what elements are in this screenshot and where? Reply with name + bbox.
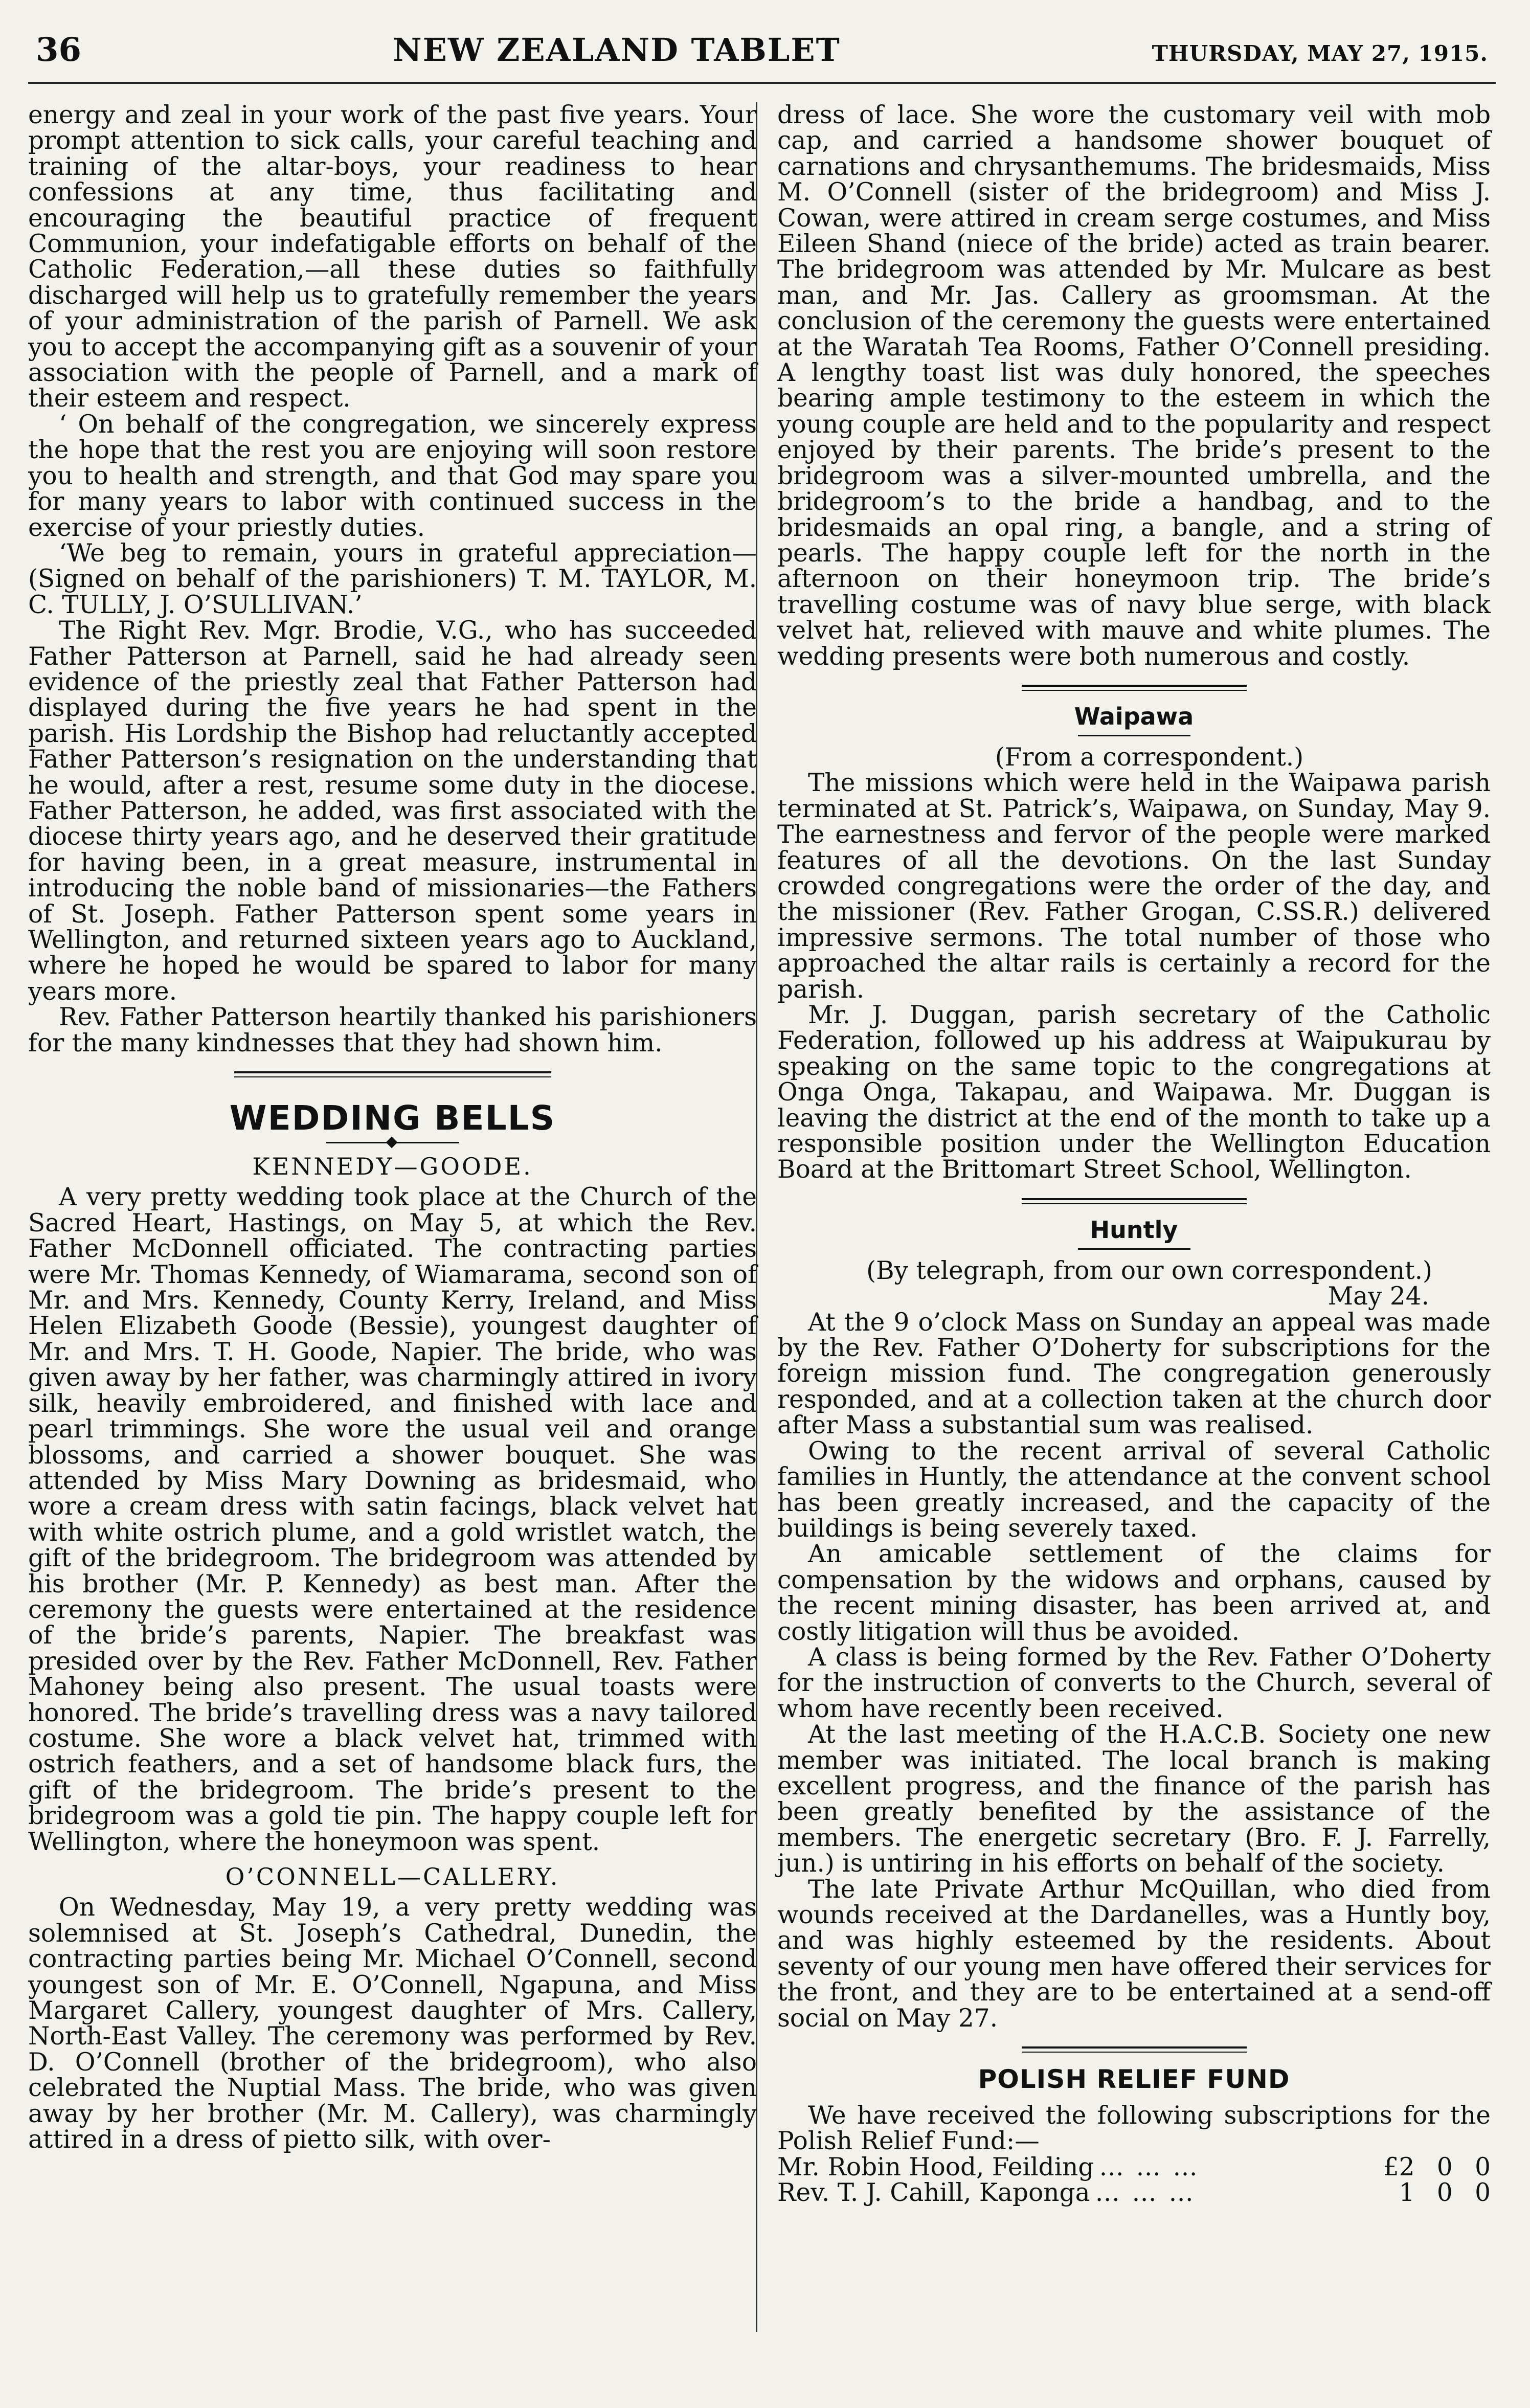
masthead: NEW ZEALAND TABLET [393, 31, 841, 69]
wedding-bells-heading: WEDDING BELLS [229, 1098, 556, 1138]
paragraph: The missions which were held in the Waipawa parish terminated at St. Patrick’s, Waipawa, on Sunday, May 9. The earnestness and fervor of the people were marked features of all the devotions. On the last Sunday crowded congregations were the order of the day, and the missioner (Rev. Father Grogan, C.SS.R.) delivered impressive sermons. The total number of those who approached the altar rails is certainly a record for the parish. [777, 769, 1491, 1004]
signatories: T. M. TAYLOR, M. C. TULLY, J. O’SULLIVAN.’ [28, 565, 757, 619]
correspondent-credit: (From a correspondent.) [995, 742, 1304, 772]
paragraph: We have received the following subscriptions for the Polish Relief Fund:— [777, 2101, 1491, 2156]
dateline: May 24. [1328, 1282, 1429, 1311]
section-rule [1022, 685, 1247, 691]
paragraph: The late Private Arthur McQuillan, who died from wounds received at the Dardanelles, was a Huntly boy, and was highly esteemed by the residents. About seventy of our young men have offered their services for the front, and they are to be entertained at a send-off social on May 27. [777, 1875, 1491, 2033]
leader-dots: … … … [1099, 2154, 1200, 2180]
subscription-row [777, 2180, 1491, 2206]
ornament-rule [326, 1142, 459, 1143]
paragraph: A class is being formed by the Rev. Father O’Doherty for the instruction of converts to the Church, several of whom have recently been received. [777, 1642, 1491, 1723]
subscriber-name: Rev. T. J. Cahill, Kaponga [777, 2178, 1090, 2208]
right-column [777, 102, 1491, 2206]
subscription-amount: £2 0 0 [1383, 2152, 1491, 2181]
section-rule [234, 1071, 551, 1077]
paragraph: Owing to the recent arrival of several Catholic families in Huntly, the attendance at the convent school has been greatly increased, and the capacity of the buildings is being severely taxed. [777, 1436, 1491, 1543]
subscription-row [777, 2154, 1491, 2180]
paragraph: Rev. Father Patterson heartily thanked his parishioners for the many kindnesses that they had shown him. [28, 1003, 757, 1057]
left-column [28, 102, 757, 2152]
wedding-subheading: O’CONNELL—CALLERY. [225, 1863, 560, 1891]
subscription-amount: 1 0 0 [1399, 2178, 1491, 2208]
header-rule [28, 82, 1496, 84]
paragraph: An amicable settlement of the claims for compensation by the widows and orphans, caused by the recent mining disaster, has been arrived at, and costly litigation will thus be avoided. [777, 1540, 1491, 1646]
subscriber-name: Mr. Robin Hood, Feilding [777, 2152, 1094, 2181]
paragraph: dress of lace. She wore the customary veil with mob cap, and carried a handsome shower bouquet of carnations and chrysanthemums. The bridesmaids, Miss M. O’Connell (sister of the bridegroom) and Miss J. Cowan, were attired in cream serge costumes, and Miss Eileen Shand (niece of the bride) acted as train bearer. The bridegroom was attended by Mr. Mulcare as best man, and Mr. Jas. Callery as groomsman. At the conclusion of the ceremony the guests were entertained at the Waratah Tea Rooms, Father O’Connell presiding. A lengthy toast list was duly honored, the speeches bearing ample testimony to the esteem in which the young couple are held and to the popularity and respect enjoyed by their parents. The bride’s present to the bridegroom was a silver-mounted umbrella, and the bridegroom’s to the bride a handbag, and to the bridesmaids an opal ring, a bangle, and a string of pearls. The happy couple left for the north in the afternoon on their honeymoon trip. The bride’s travelling costume was of navy blue serge, with black velvet hat, relieved with mauve and white plumes. The wedding presents were both numerous and costly. [777, 101, 1491, 671]
heading-rule [1078, 735, 1190, 736]
paragraph: On Wednesday, May 19, a very pretty wedding was solemnised at St. Joseph’s Cathedral, Dunedin, the contracting parties being Mr. Michael O’Connell, second youngest son of Mr. E. O’Connell, Ngapuna, and Miss Margaret Callery, youngest daughter of Mrs. Callery, North-East Valley. The ceremony was performed by Rev. D. O’Connell (brother of the bridegroom), who also celebrated the Nuptial Mass. The bride, who was given away by her brother (Mr. M. Callery), was charmingly attired in a dress of pietto silk, with over- [28, 1893, 757, 2154]
paragraph: ‘ On behalf of the congregation, we sincerely express the hope that the rest you are enjoying will soon restore you to health and strength, and that God may spare you for many years to labor with continued success in the exercise of your priestly duties. [28, 410, 757, 542]
paragraph: At the last meeting of the H.A.C.B. Society one new member was initiated. The local branch is making excellent progress, and the finance of the parish has been greatly benefited by the assistance of the members. The energetic secretary (Bro. F. J. Farrelly, jun.) is untiring in his efforts on behalf of the society. [777, 1720, 1491, 1878]
paragraph: A very pretty wedding took place at the Church of the Sacred Heart, Hastings, on May 5, at which the Rev. Father McDonnell officiated. The contracting parties were Mr. Thomas Kennedy, of Wiamarama, second son of Mr. and Mrs. Kennedy, County Kerry, Ireland, and Miss Helen Elizabeth Goode (Bessie), youngest daughter of Mr. and Mrs. T. H. Goode, Napier. The bride, who was given away by her father, was charmingly attired in ivory silk, heavily embroidered, and finished with lace and pearl trimmings. She wore the usual veil and orange blossoms, and carried a shower bouquet. She was attended by Miss Mary Downing as bridesmaid, who wore a cream dress with satin facings, black velvet hat with white ostrich plume, and a gold wristlet watch, the gift of the bridegroom. The bridegroom was attended by his brother (Mr. P. Kennedy) as best man. After the ceremony the guests were entertained at the residence of the bride’s parents, Napier. The breakfast was presided over by the Rev. Father McDonnell, Rev. Father Mahoney being also present. The usual toasts were honored. The bride’s travelling dress was a navy tailored costume. She wore a black velvet hat, trimmed with ostrich feathers, and a set of handsome black furs, the gift of the bridegroom. The bride’s present to the bridegroom was a gold tie pin. The happy couple left for Wellington, where the honeymoon was spent. [28, 1183, 757, 1856]
issue-date: THURSDAY, MAY 27, 1915. [1152, 41, 1488, 66]
section-rule [1022, 1198, 1247, 1204]
page-number: 36 [36, 31, 82, 69]
signoff-text: ‘We beg to remain, yours in grateful appreciation— (Signed on behalf of the parishioners) [28, 538, 757, 594]
paragraph: At the 9 o’clock Mass on Sunday an appeal was made by the Rev. Father O’Doherty for subscriptions for the foreign mission fund. The congregation generously responded, and at a collection taken at the church door after Mass a substantial sum was realised. [777, 1308, 1491, 1440]
heading-rule [1078, 1248, 1190, 1250]
waipawa-heading: Waipawa [1074, 702, 1194, 730]
correspondent-credit: (By telegraph, from our own correspondent.) [866, 1256, 1432, 1285]
huntly-heading: Huntly [1090, 1216, 1178, 1244]
leader-dots: … … … [1095, 2180, 1196, 2206]
wedding-subheading: KENNEDY—GOODE. [252, 1153, 533, 1181]
paragraph: The Right Rev. Mgr. Brodie, V.G., who has succeeded Father Patterson at Parnell, said he had already seen evidence of the priestly zeal that Father Patterson had displayed during the five years he had spent in the parish. His Lordship the Bishop had reluctantly accepted Father Patterson’s resignation on the understanding that he would, after a rest, resume some duty in the diocese. Father Patterson, he added, was first associated with the diocese thirty years ago, and he deserved their gratitude for having been, in a great measure, instrumental in introducing the noble band of missionaries—the Fathers of St. Joseph. Father Patterson spent some years in Wellington, and returned sixteen years ago to Auckland, where he hoped he would be spared to labor for many years more. [28, 616, 757, 1006]
section-rule [1022, 2046, 1247, 2053]
paragraph: Mr. J. Duggan, parish secretary of the Catholic Federation, followed up his address at Waipukurau by speaking on the same topic to the congregations at Onga Onga, Takapau, and Waipawa. Mr. Duggan is leaving the district at the end of the month to take up a responsible position under the Wellington Education Board at the Brittomart Street School, Wellington. [777, 1001, 1491, 1184]
signoff [28, 538, 757, 619]
polish-relief-heading: POLISH RELIEF FUND [978, 2064, 1290, 2095]
page-header [36, 31, 1488, 87]
paragraph: energy and zeal in your work of the past five years. Your prompt attention to sick calls, your careful teaching and training of the altar-boys, your readiness to hear confessions at any time, thus facilitating and encouraging the beautiful practice of frequent Communion, your indefatigable efforts on behalf of the Catholic Federation,—all these duties so faithfully discharged will help us to gratefully remember the years of your administration of the parish of Parnell. We ask you to accept the accompanying gift as a souvenir of your association with the people of Parnell, and a mark of their esteem and respect. [28, 101, 757, 413]
